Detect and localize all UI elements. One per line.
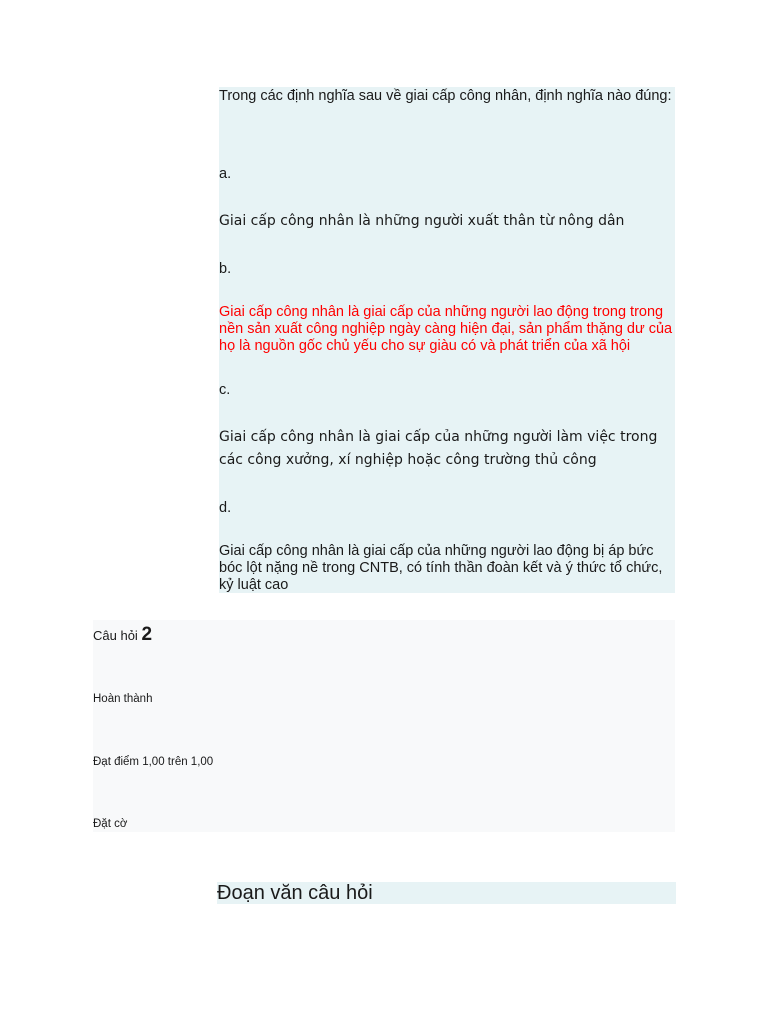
option-c-letter[interactable]: c.	[219, 382, 231, 398]
question-info-panel	[93, 620, 675, 832]
option-d-letter[interactable]: d.	[219, 500, 232, 516]
question-number-title	[93, 624, 152, 646]
option-a-letter[interactable]: a.	[219, 166, 232, 182]
question-text-heading: Đoạn văn câu hỏi	[217, 882, 676, 904]
option-c-text[interactable]: Giai cấp công nhân là giai cấp của những người làm việc trong các công xưởng, xí nghiệp hoặc công trường thủ công	[219, 429, 658, 468]
option-b-text[interactable]: Giai cấp công nhân là giai cấp của những người lao động trong trong nền sản xuất công nghiệp ngày càng hiện đại, sản phẩm thặng dư của họ là nguồn gốc chủ yếu cho sự giàu có và phát triển của xã hội	[219, 304, 673, 354]
question-label: Câu hỏi	[93, 628, 138, 643]
option-b-letter[interactable]: b.	[219, 261, 232, 277]
question-number: 2	[141, 624, 153, 645]
question-prompt: Trong các định nghĩa sau về giai cấp công nhân, định nghĩa nào đúng:	[219, 88, 672, 104]
option-a-text[interactable]: Giai cấp công nhân là những người xuất thân từ nông dân	[219, 213, 625, 229]
option-d-text[interactable]: Giai cấp công nhân là giai cấp của những người lao động bị áp bức bóc lột nặng nề trong CNTB, có tính thần đoàn kết và ý thức tổ chức, kỷ luật cao	[219, 543, 663, 593]
flag-question-link[interactable]: Đặt cờ	[93, 818, 128, 830]
question-status: Hoàn thành	[93, 693, 153, 705]
question-grade: Đạt điểm 1,00 trên 1,00	[93, 756, 214, 768]
question-text-block	[219, 87, 675, 593]
